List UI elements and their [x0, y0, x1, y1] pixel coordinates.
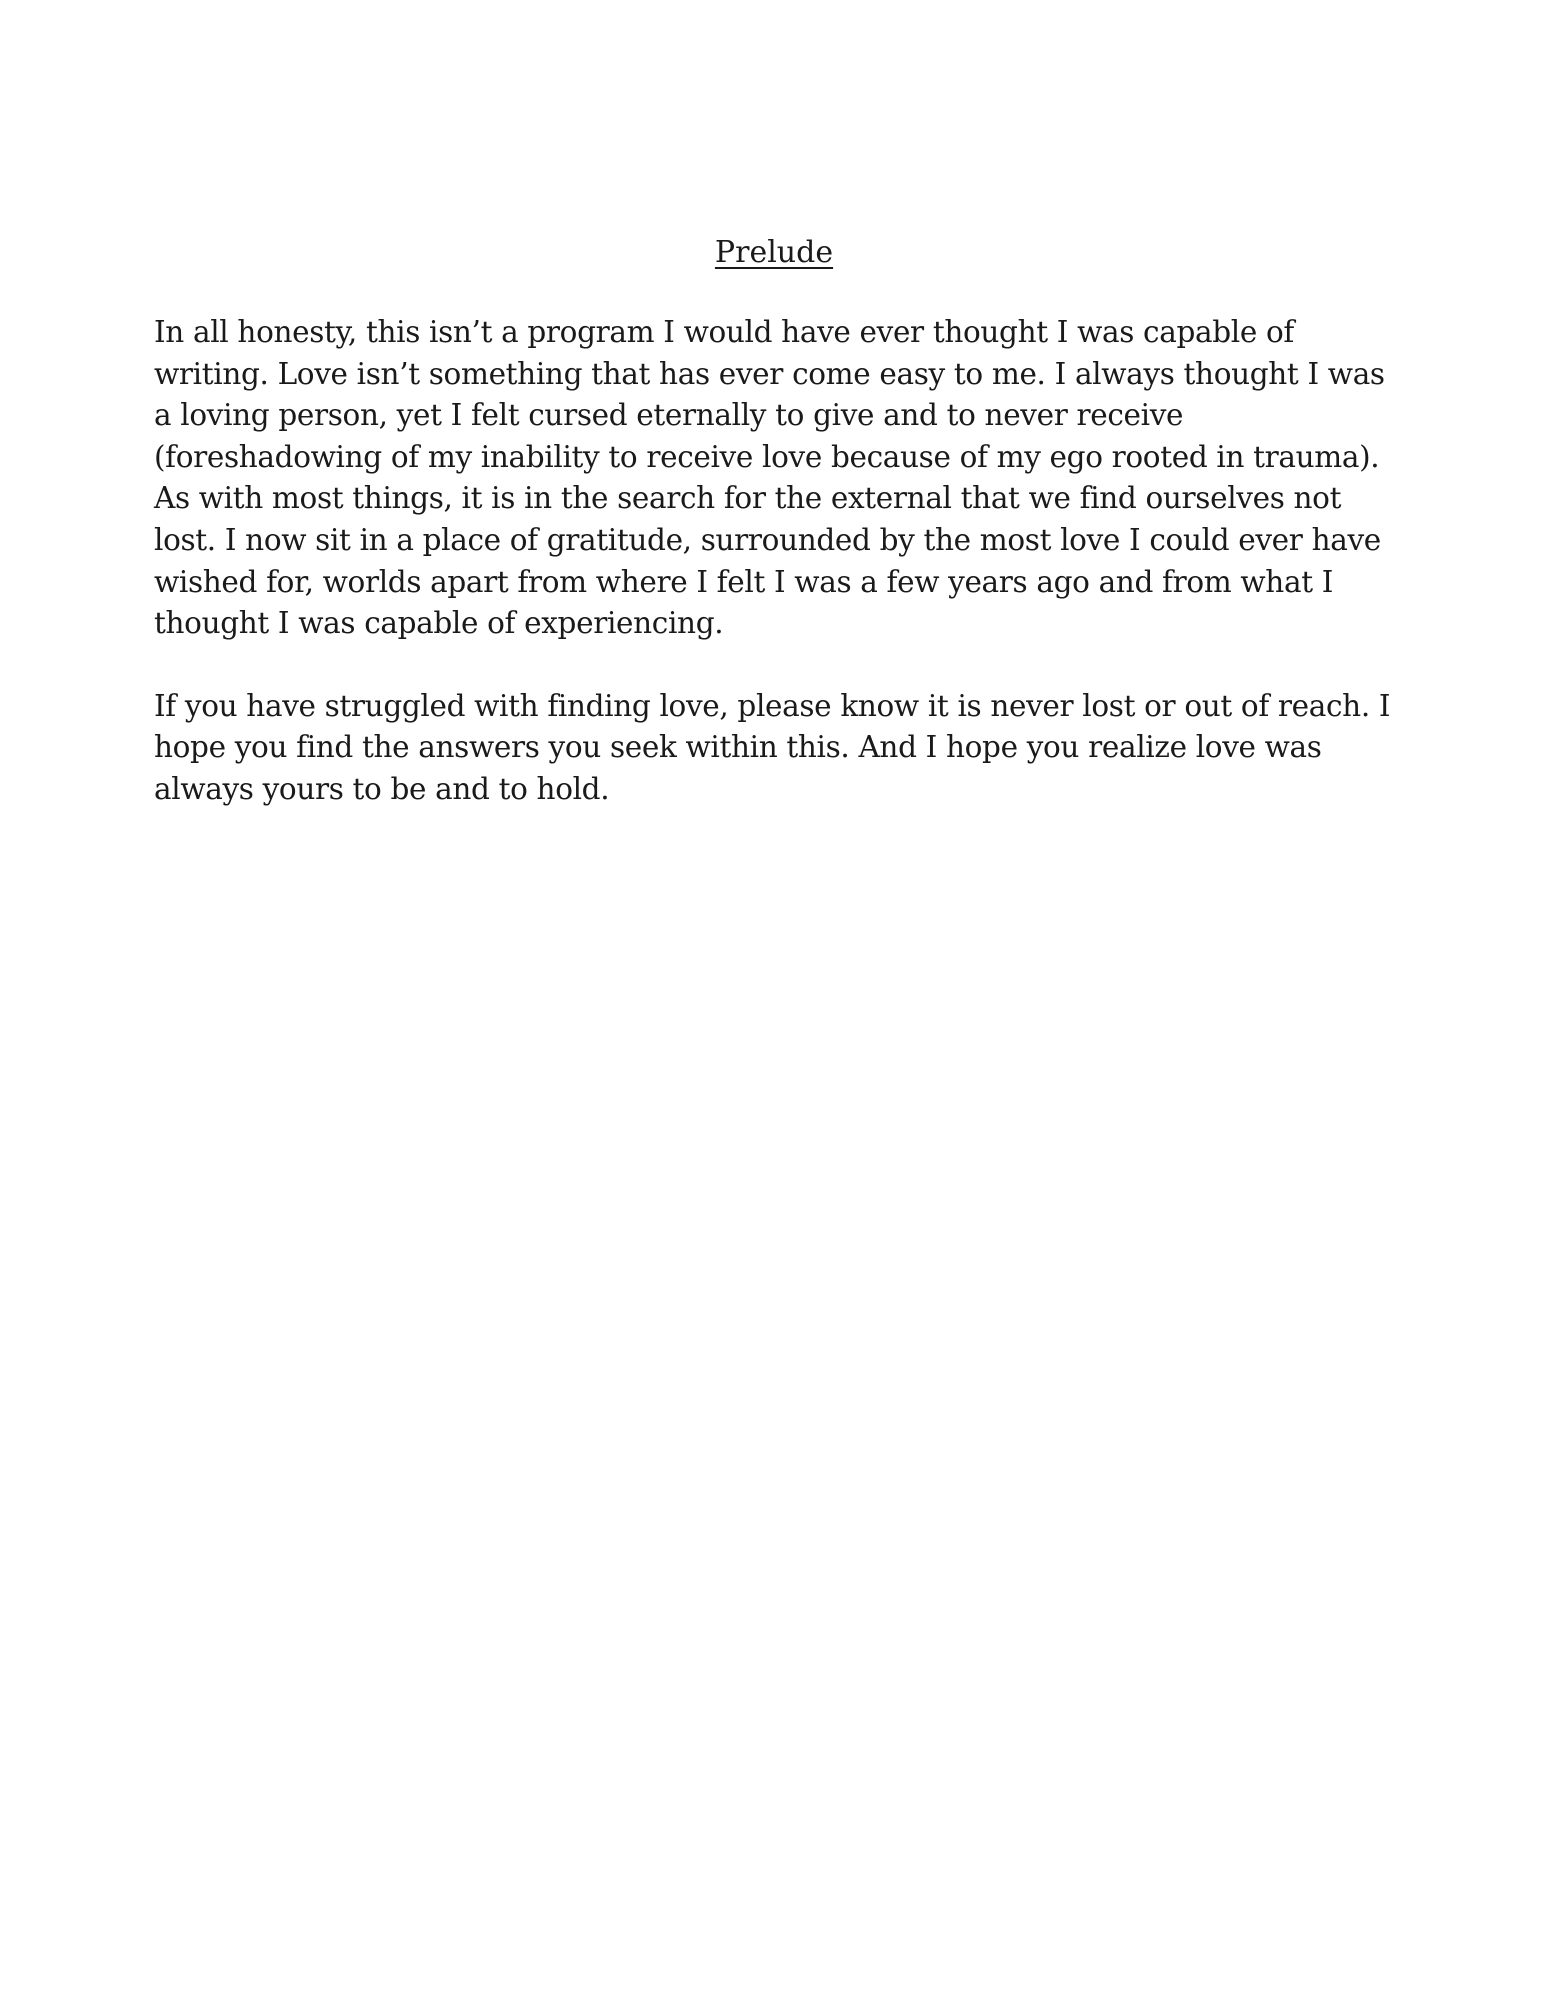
page-content: [154, 228, 1394, 852]
paragraph-2: If you have struggled with finding love, please know it is never lost or out of reach. I hope you find the answers you seek within this. And I hope you realize love was always yours to be and to hold.: [154, 688, 1391, 806]
paragraph-1: In all honesty, this isn’t a program I would have ever thought I was capable of writing. Love isn’t something that has ever come easy to me. I always thought I was a loving person, yet I felt cursed eternally to give and to never receive (foreshadowing of my inability to receive love because of my ego rooted in trauma). As with most things, it is in the search for the external that we find ourselves not lost. I now sit in a place of gratitude, surrounded by the most love I could ever have wished for, worlds apart from where I felt I was a few years ago and from what I thought I was capable of experiencing.: [154, 315, 1385, 641]
page-title: Prelude: [714, 235, 834, 270]
